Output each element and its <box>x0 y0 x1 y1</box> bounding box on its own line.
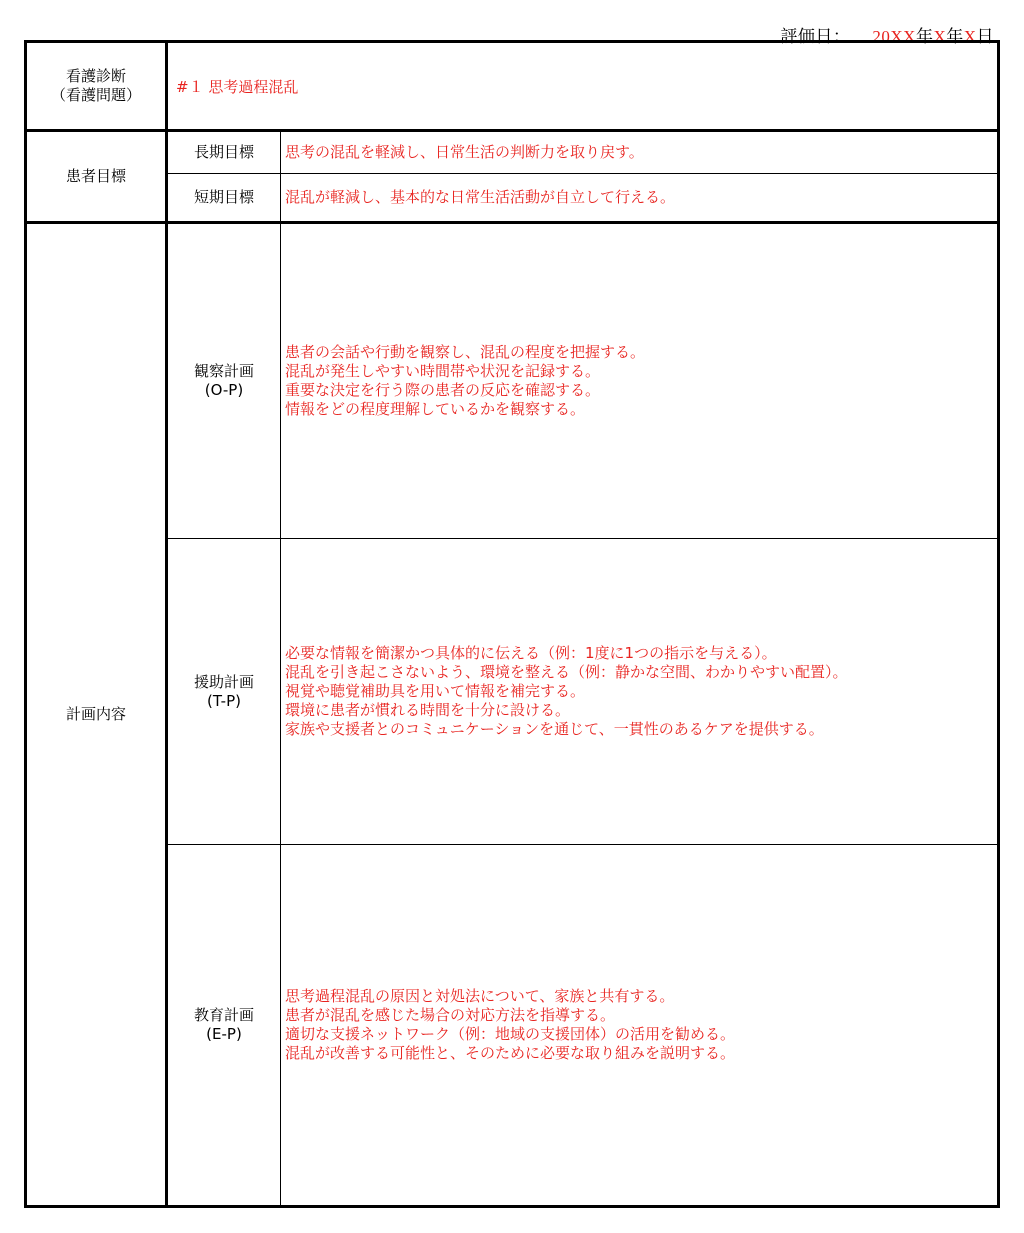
plan-content-label: 計画内容 <box>26 223 167 1207</box>
short-term-goal-row <box>26 174 999 223</box>
education-plan-row <box>26 845 999 1207</box>
observation-plan-label: 観察計画 <box>193 362 254 380</box>
evaluation-day: X <box>963 27 977 46</box>
observation-plan-items <box>281 223 999 539</box>
diagnosis-label-sub: （看護問題） <box>50 86 141 104</box>
list-item: 家族や支援者とのコミュニケーションを通じて、一貫性のあるケアを提供する。 <box>285 720 824 738</box>
education-plan-label: 教育計画 <box>193 1006 254 1024</box>
list-item: 情報をどの程度理解しているかを観察する。 <box>285 400 586 418</box>
diagnosis-label: 看護診断 <box>65 67 126 85</box>
evaluation-day-unit: 日 <box>976 27 994 46</box>
list-item: 混乱が発生しやすい時間帯や状況を記録する。 <box>285 362 601 380</box>
nursing-care-plan-table <box>24 40 1000 1208</box>
evaluation-date-label: 評価日： <box>780 27 851 46</box>
education-plan-label-cell <box>167 845 281 1207</box>
evaluation-year-unit: 年 <box>915 27 934 46</box>
list-item: 必要な情報を簡潔かつ具体的に伝える（例：1度に1つの指示を与える）。 <box>285 644 777 662</box>
diagnosis-value: #１ 思考過程混乱 <box>167 42 999 131</box>
list-item: 患者の会話や行動を観察し、混乱の程度を把握する。 <box>285 343 646 361</box>
treatment-plan-label-cell <box>167 539 281 845</box>
long-term-goal-label: 長期目標 <box>167 131 281 174</box>
patient-goals-label: 患者目標 <box>26 131 167 223</box>
list-item: 視覚や聴覚補助具を用いて情報を補完する。 <box>285 682 586 700</box>
diagnosis-row <box>26 42 999 131</box>
diagnosis-label-cell <box>26 42 167 131</box>
treatment-plan-row <box>26 539 999 845</box>
list-item: 混乱を引き起こさないよう、環境を整える（例：静かな空間、わかりやすい配置）。 <box>285 663 848 681</box>
evaluation-year: 20XX <box>872 27 916 46</box>
treatment-plan-label: 援助計画 <box>193 672 254 691</box>
treatment-plan-code: (T-P) <box>207 691 241 710</box>
evaluation-month-unit: 年 <box>946 27 964 46</box>
observation-plan-code: (O-P) <box>204 381 244 399</box>
list-item: 患者が混乱を感じた場合の対応方法を指導する。 <box>285 1006 616 1024</box>
list-item: 環境に患者が慣れる時間を十分に設ける。 <box>285 701 571 719</box>
long-term-goal-row <box>26 131 999 174</box>
list-item: 混乱が改善する可能性と、そのために必要な取り組みを説明する。 <box>285 1044 736 1062</box>
education-plan-items <box>281 845 999 1207</box>
observation-plan-row <box>26 223 999 539</box>
education-plan-code: (E-P) <box>206 1025 242 1043</box>
list-item: 適切な支援ネットワーク（例：地域の支援団体）の活用を勧める。 <box>285 1025 736 1043</box>
short-term-goal-label: 短期目標 <box>167 174 281 223</box>
short-term-goal-value: 混乱が軽減し、基本的な日常生活活動が自立して行える。 <box>281 174 999 223</box>
list-item: 思考過程混乱の原因と対処法について、家族と共有する。 <box>285 987 675 1005</box>
list-item: 重要な決定を行う際の患者の反応を確認する。 <box>285 381 601 399</box>
long-term-goal-value: 思考の混乱を軽減し、日常生活の判断力を取り戻す。 <box>281 131 999 174</box>
evaluation-month: X <box>933 27 947 46</box>
observation-plan-label-cell <box>167 223 281 539</box>
treatment-plan-items <box>281 539 999 845</box>
